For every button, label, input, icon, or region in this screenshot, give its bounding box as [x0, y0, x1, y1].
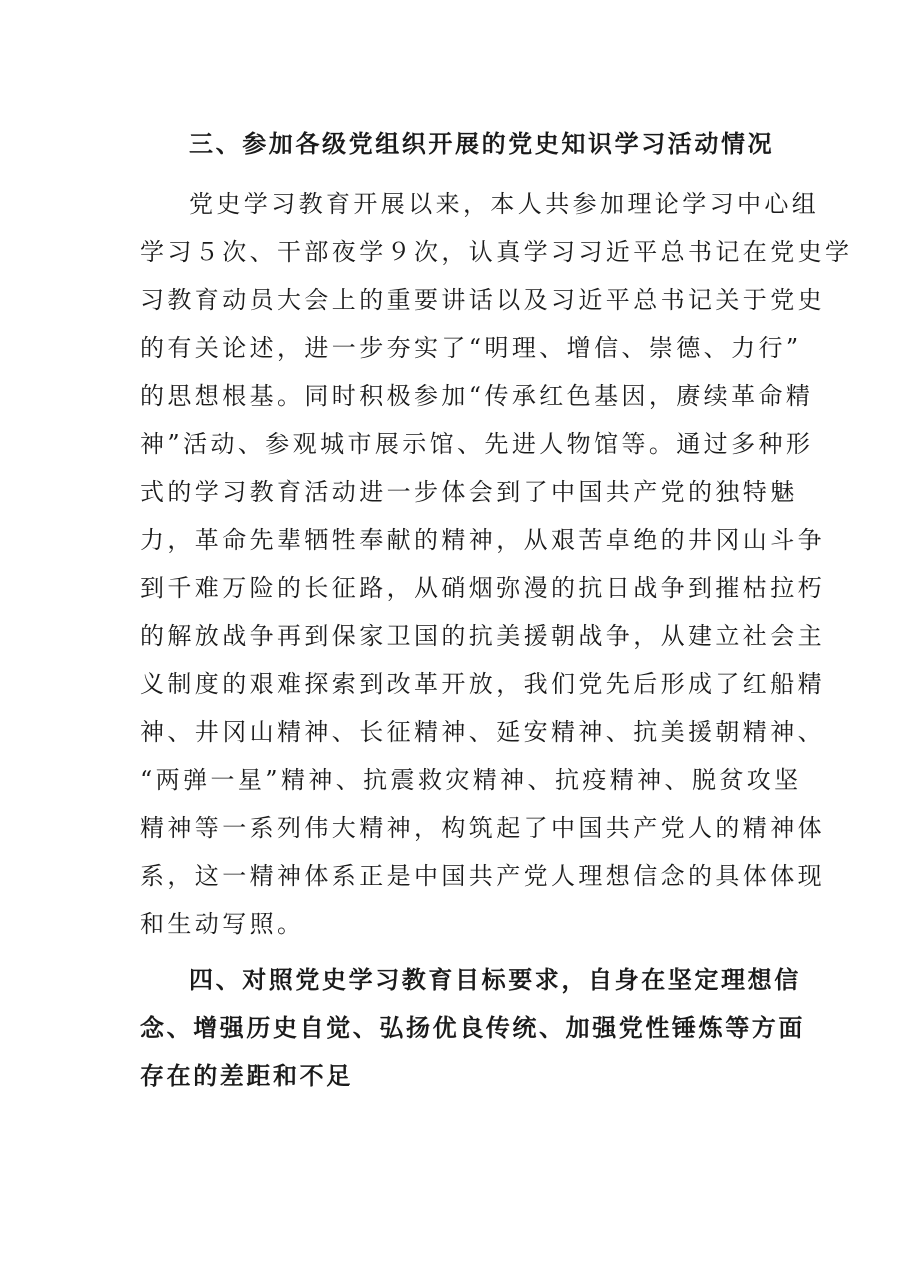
paragraph-line: 精神等一系列伟大精神，构筑起了中国共产党人的精神体 [140, 814, 825, 842]
paragraph-line: 式的学习教育活动进一步体会到了中国共产党的独特魅 [140, 478, 798, 506]
paragraph-line: 系，这一精神体系正是中国共产党人理想信念的具体体现 [140, 862, 825, 890]
section-4-heading-line: 存在的差距和不足 [140, 1061, 353, 1090]
paragraph-line: 神、井冈山精神、长征精神、延安精神、抗美援朝精神、 [140, 718, 825, 746]
paragraph-line: “两弹一星”精神、抗震救灾精神、抗疫精神、脱贫攻坚 [140, 766, 802, 794]
paragraph-line: 到千难万险的长征路，从硝烟弥漫的抗日战争到摧枯拉朽 [140, 574, 825, 602]
paragraph-line: 的思想根基。同时积极参加“传承红色基因，赓续革命精 [140, 382, 814, 410]
paragraph-line: 的有关论述，进一步夯实了“明理、增信、崇德、力行” [140, 334, 802, 362]
section-4-heading-line: 念、增强历史自觉、弘扬优良传统、加强党性锤炼等方面 [140, 1013, 805, 1042]
section-4-heading-line: 四、对照党史学习教育目标要求，自身在坚定理想信 [189, 965, 801, 994]
paragraph-line: 神”活动、参观城市展示馆、先进人物馆等。通过多种形 [140, 430, 814, 458]
paragraph-line: 义制度的艰难探索到改革开放，我们党先后形成了红船精 [140, 670, 825, 698]
paragraph-line: 力，革命先辈牺牲奉献的精神，从艰苦卓绝的井冈山斗争 [140, 526, 825, 554]
paragraph-line: 的解放战争再到保家卫国的抗美援朝战争，从建立社会主 [140, 622, 825, 650]
section-3-heading: 三、参加各级党组织开展的党史知识学习活动情况 [189, 129, 775, 158]
paragraph-line: 学习５次、干部夜学９次，认真学习习近平总书记在党史学 [140, 238, 853, 266]
paragraph-line: 习教育动员大会上的重要讲话以及习近平总书记关于党史 [140, 286, 825, 314]
paragraph-line: 党史学习教育开展以来，本人共参加理论学习中心组 [189, 190, 820, 218]
paragraph-line: 和生动写照。 [140, 910, 305, 938]
